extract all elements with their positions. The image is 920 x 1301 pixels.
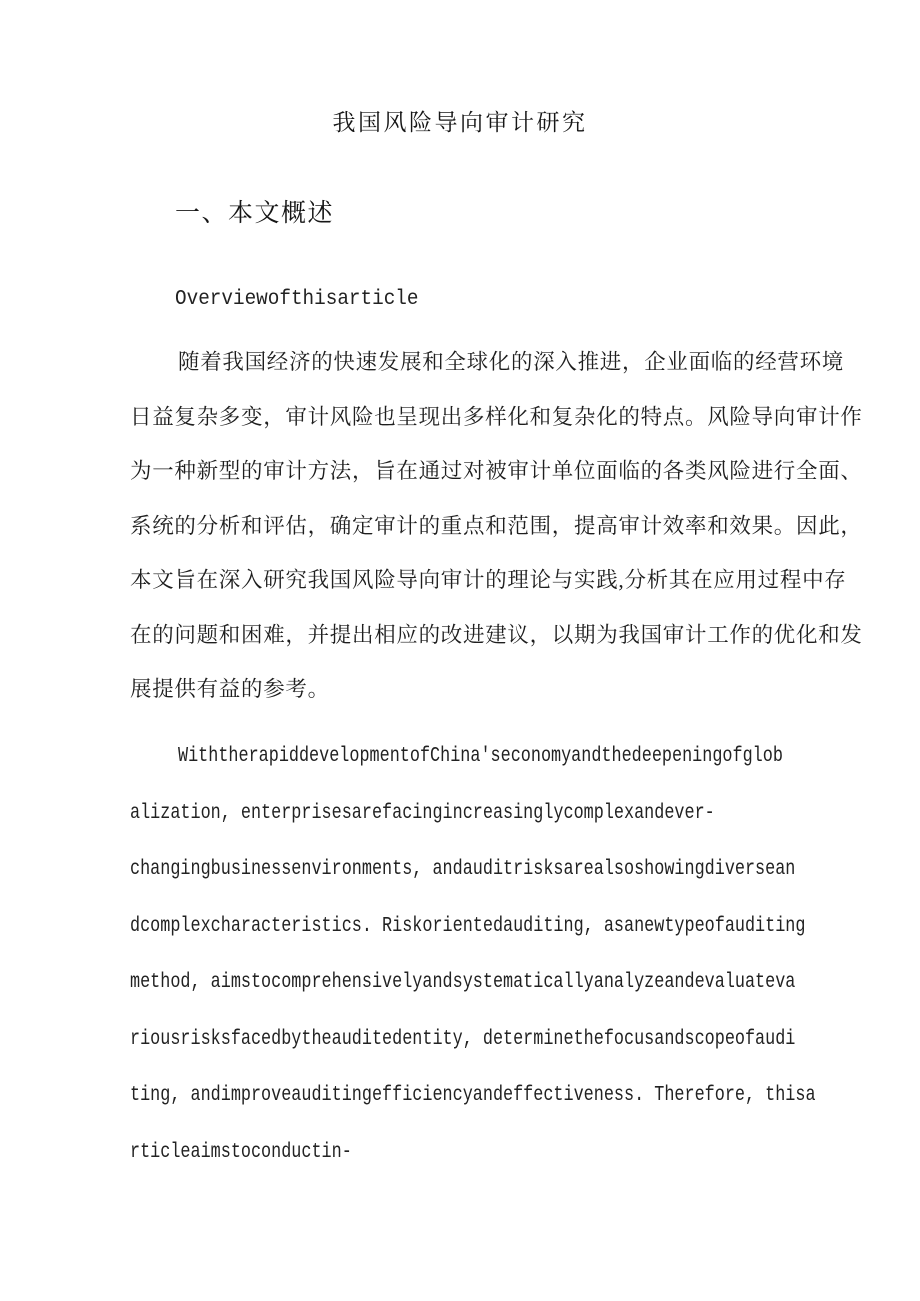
text-line (130, 729, 810, 786)
text-line-content: alization, enterprisesarefacingincreasinglycomplexandever- (130, 801, 715, 825)
overview-subtitle-text: Overviewofthisarticle (175, 288, 419, 311)
text-line (130, 786, 810, 843)
text-line: 为一种新型的审计方法，旨在通过对被审计单位面临的各类风险进行全面、 (130, 459, 863, 483)
text-line: 本文旨在深入研究我国风险导向审计的理论与实践,分析其在应用过程中存 (130, 568, 847, 592)
text-line-content: method, aimstocomprehensivelyandsystematicallyanalyzeandevaluateva (130, 971, 796, 994)
text-line-content: WiththerapiddevelopmentofChina'seconomyandthedeepeningofglob (178, 745, 783, 768)
text-line-content: rticleaimstoconductin- (130, 1140, 352, 1164)
text-line (130, 955, 810, 1012)
english-paragraph (130, 729, 816, 1181)
text-line-content: dcomplexcharacteristics. Riskorientedauditing, asanewtypeofauditing (130, 914, 806, 938)
text-line (130, 1125, 810, 1182)
text-line: 随着我国经济的快速发展和全球化的深入推进，企业面临的经营环境 (178, 350, 845, 374)
text-line (130, 842, 810, 899)
text-line: 在的问题和困难，并提出相应的改进建议，以期为我国审计工作的优化和发 (130, 622, 863, 647)
text-line: 系统的分析和评估，确定审计的重点和范围，提高审计效率和效果。因此， (130, 513, 863, 538)
text-line: 展提供有益的参考。 (130, 677, 330, 701)
overview-subtitle (175, 288, 440, 311)
text-line-content: riousrisksfacedbytheauditedentity, determinethefocusandscopeofaudi (130, 1027, 796, 1051)
text-line (130, 899, 810, 956)
text-line-content: changingbusinessenvironments, andauditrisksarealsoshowingdiversean (130, 858, 796, 881)
document-title: 我国风险导向审计研究 (332, 110, 588, 135)
text-line-content: ting, andimproveauditingefficiencyandeffectiveness. Therefore, thisa (130, 1084, 816, 1107)
section-heading: 一、本文概述 (175, 200, 335, 227)
text-line: 日益复杂多变，审计风险也呈现出多样化和复杂化的特点。风险导向审计作 (130, 404, 863, 429)
chinese-paragraph (130, 335, 863, 717)
text-line (130, 1068, 816, 1125)
text-line (130, 1012, 810, 1069)
